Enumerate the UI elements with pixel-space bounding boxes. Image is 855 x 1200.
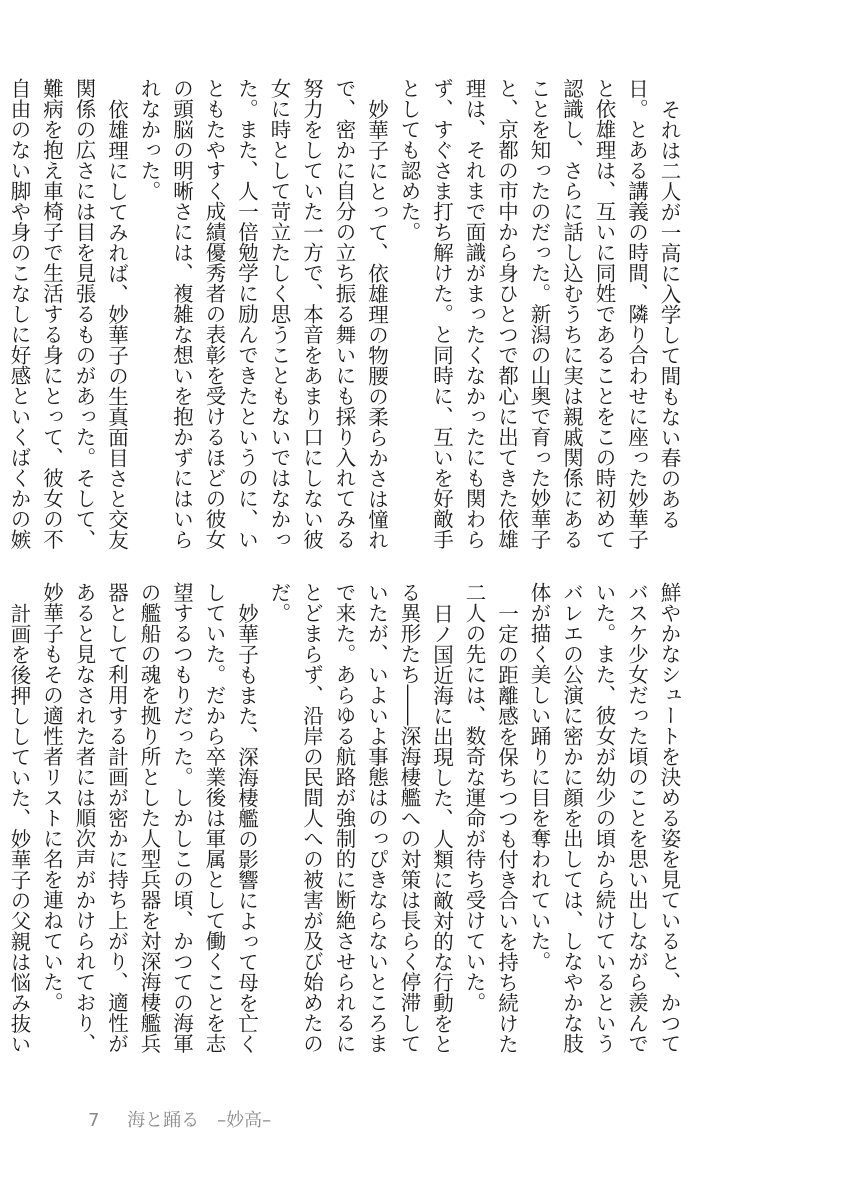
paragraph: それは二人が一高に入学して間もない春のある日。とある講義の時間、隣り合わせに座った妙華子と依雄理は、互いに同姓であることをこの時初めて認識し、さらに話し込むうちに実は親戚関係にあることを知ったのだった。新潟の山奥で育った妙華子と、京都の市中から身ひとつで都心に出てきた依雄理は、それまで面識がまったくなかったにも関わらず、すぐさま打ち解けた。と同時に、互いを好敵手としても認めた。 bbox=[397, 78, 681, 550]
paragraph: 一定の距離感を保ちつつも付き合いを持ち続けた二人の先には、数奇な運命が待ち受けていた。 bbox=[462, 582, 519, 1054]
paragraph: 鮮やかなシュートを決める姿を見ていると、かつてバスケ少女だった頃のことを思い出しながら羨んでいた。また、彼女が幼少の頃から続けているというバレエの公演に密かに顔を出しては、しなやかな肢体が描く美しい踊りに目を奪われていた。 bbox=[527, 582, 681, 1054]
paragraph: 日ノ国近海に出現した、人類に敵対的な行動をとる異形たち――深海棲艦への対策は長らく停滞していたが、いよいよ事態はのっぴきならないところまで来た。あらゆる航路が強制的に断絶させられるにとどまらず、沿岸の民間人への被害が及び始めたのだ。 bbox=[267, 582, 454, 1054]
paragraph: 妙華子にとって、依雄理の物腰の柔らかさは憧れで、密かに自分の立ち振る舞いにも採り入れてみる努力をしていた一方で、本音をあまり口にしない彼女に時として苛立たしく思うこともないではなかった。また、人一倍勉学に励んできたというのに、いともたやすく成績優秀者の表彰を受けるほどの彼女の頭脳の明晰さには、複雑な想いを抱かずにはいられなかった。 bbox=[137, 78, 389, 550]
running-title: 海と踊る –妙高– bbox=[127, 1110, 272, 1131]
paragraph: 妙華子もまた、深海棲艦の影響によって母を亡くしていた。だから卒業後は軍属として働くことを志望するつもりだった。しかしこの頃、かつての海軍の艦船の魂を拠り所とした人型兵器を対深海棲艦兵器として利用する計画が密かに持ち上がり、適性があると見なされた者には順次声がかけられており、妙華子もその適性者リストに名を連ねていた。 bbox=[39, 582, 259, 1054]
paragraph: 計画を後押ししていた、妙華子の父親は悩み抜い bbox=[7, 602, 31, 1054]
lower-text-block bbox=[7, 582, 685, 1064]
paragraph: 依雄理にしてみれば、妙華子の生真面目さと交友関係の広さには目を見張るものがあった。そして、難病を抱え車椅子で生活する身にとって、彼女の不自由のない脚や身のこなしに好感といくばくかの嫉 bbox=[7, 78, 129, 550]
page-number: 7 bbox=[88, 1110, 100, 1131]
upper-text-block bbox=[7, 78, 685, 560]
page-footer bbox=[88, 1106, 271, 1132]
